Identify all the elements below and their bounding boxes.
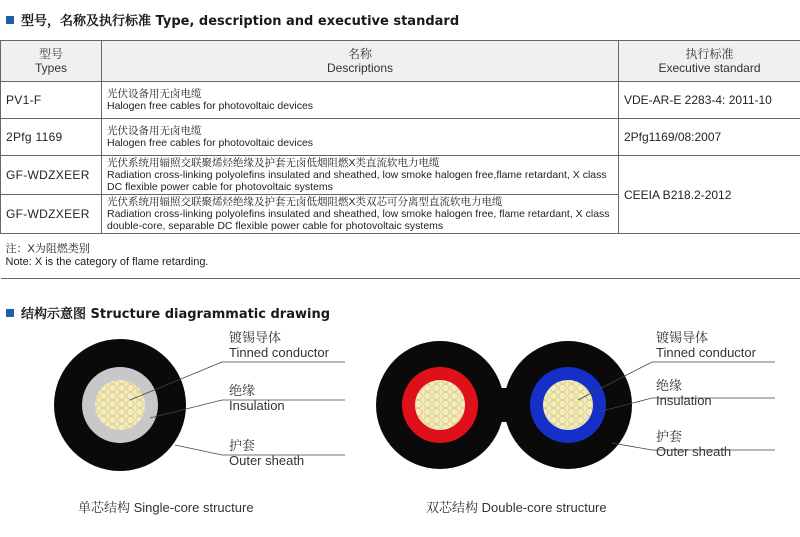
description-cell: 光伏系统用辐照交联聚烯烃绝缘及护套无卤低烟阻燃X类双芯可分离型直流软电力电缆 Radiation cross-linking polyolefins insulated and sheathed, low smoke halogen free, flame retardant, X class double-core, separable DC flexible power cable for photovoltaic systems — [102, 195, 619, 234]
square-bullet-icon — [6, 309, 14, 317]
section-title: 型号，名称及执行标准 Type, description and executive standard — [21, 14, 460, 29]
header-types: 型号 Types — [1, 41, 102, 82]
table-note: 注：X为阻燃类别 Note: X is the category of flame retarding. — [1, 234, 800, 279]
single-core-caption: 单芯结构 Single-core structure — [78, 500, 254, 515]
double-sheath-label: 护套 Outer sheath — [656, 429, 732, 459]
conductor-shape — [415, 380, 465, 430]
table-row — [1, 82, 800, 119]
table-note-row — [1, 234, 800, 279]
type-cell: 2Pfg 1169 — [1, 119, 102, 156]
conductor-shape — [95, 380, 145, 430]
header-standard: 执行标准 Executive standard — [619, 41, 800, 82]
section-heading-types — [6, 10, 459, 29]
table-header-row — [1, 41, 800, 82]
header-descriptions: 名称 Descriptions — [102, 41, 619, 82]
square-bullet-icon — [6, 16, 14, 24]
type-cell: GF-WDZXEER — [1, 195, 102, 234]
section-title: 结构示意图 Structure diagrammatic drawing — [21, 307, 331, 322]
double-insulation-label: 绝缘 Insulation — [656, 378, 712, 408]
table-row — [1, 119, 800, 156]
table-row — [1, 156, 800, 195]
single-sheath-label: 护套 Outer sheath — [229, 438, 305, 468]
conductor-shape — [543, 380, 593, 430]
standard-cell: 2Pfg1169/08:2007 — [619, 119, 800, 156]
single-conductor-label: 镀锡导体 Tinned conductor — [229, 330, 329, 360]
double-core-caption: 双芯结构 Double-core structure — [426, 500, 607, 515]
single-insulation-label: 绝缘 Insulation — [229, 383, 285, 413]
standard-cell: CEEIA B218.2-2012 — [619, 156, 800, 234]
description-cell: 光伏设备用无卤电缆 Halogen free cables for photovoltaic devices — [102, 82, 619, 119]
spec-table — [0, 40, 800, 279]
type-cell: PV1-F — [1, 82, 102, 119]
standard-cell: VDE-AR-E 2283-4: 2011-10 — [619, 82, 800, 119]
description-cell: 光伏设备用无卤电缆 Halogen free cables for photovoltaic devices — [102, 119, 619, 156]
double-conductor-label: 镀锡导体 Tinned conductor — [656, 330, 756, 360]
type-cell: GF-WDZXEER — [1, 156, 102, 195]
description-cell: 光伏系统用辐照交联聚烯烃绝缘及护套无卤低烟阻燃X类直流软电力电缆 Radiation cross-linking polyolefins insulated and sheathed, low smoke halogen free,flame retardant, X class DC flexible power cable for photovoltaic systems — [102, 156, 619, 195]
